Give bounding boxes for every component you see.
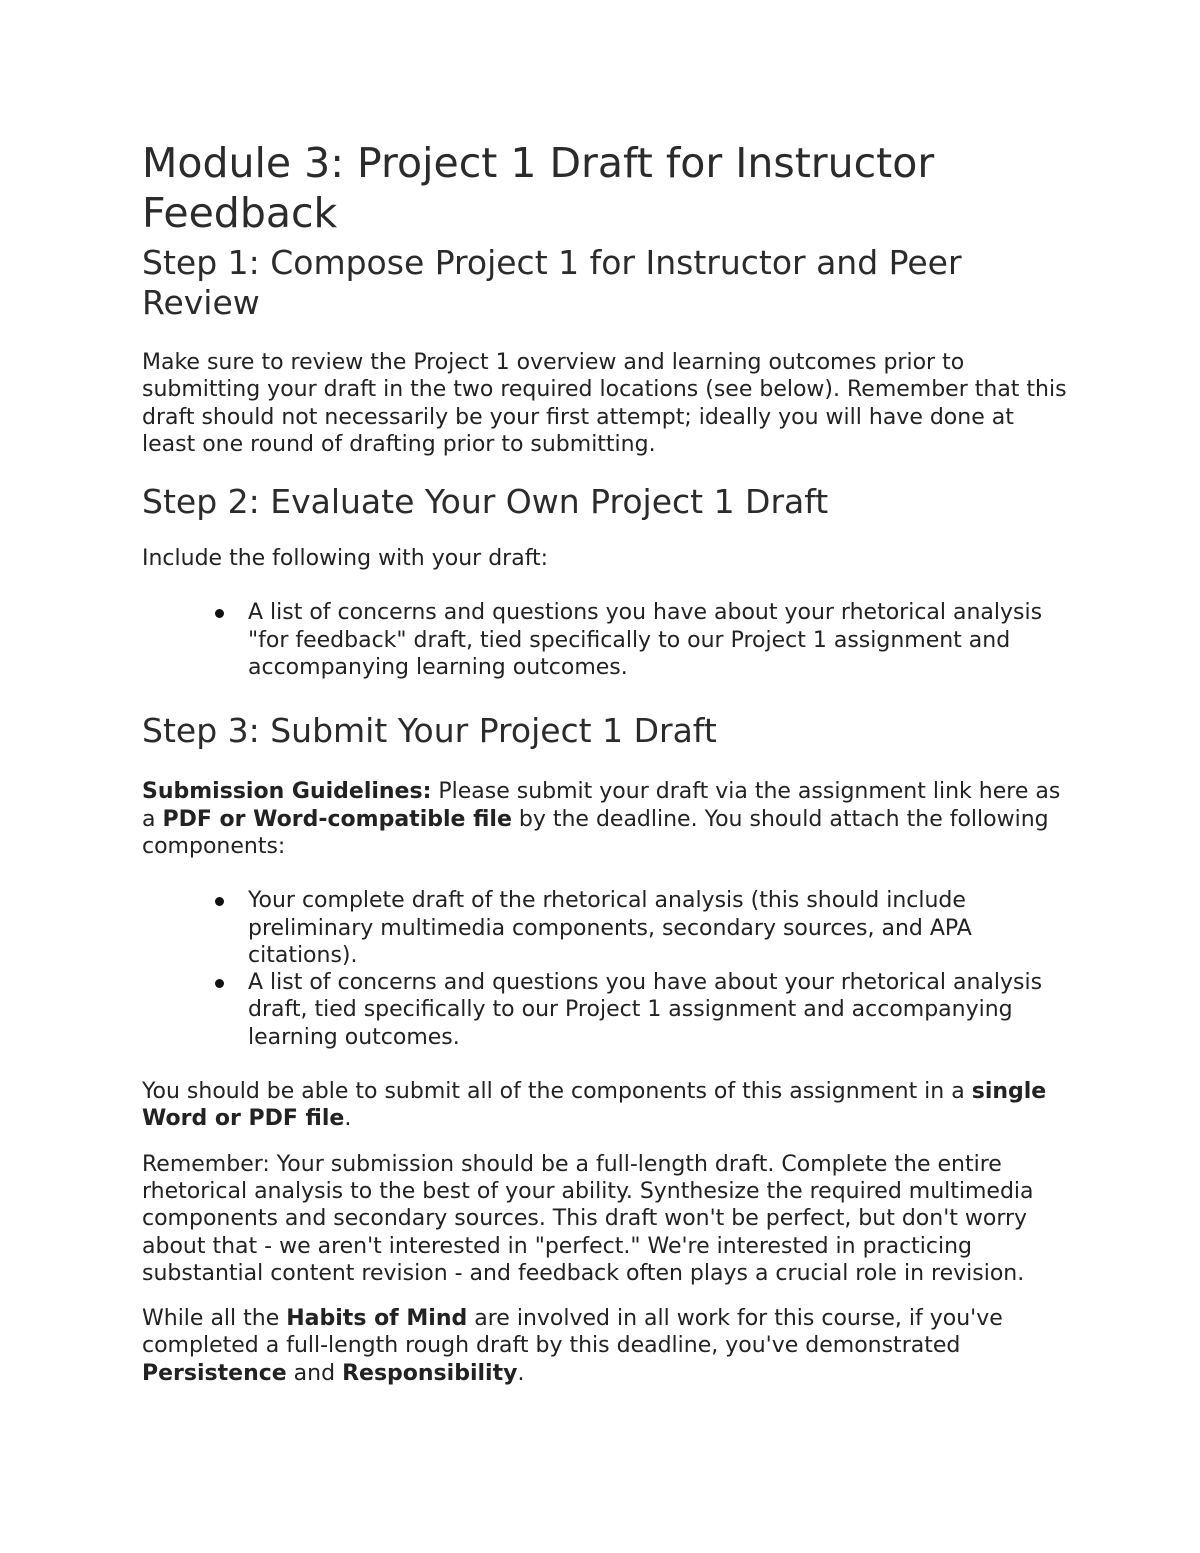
step2-intro: Include the following with your draft:	[142, 546, 549, 572]
guidelines-text: Please submit your draft via the assignment link here as a	[142, 779, 1061, 832]
file-format-emphasis: PDF or Word-compatible file	[162, 806, 512, 832]
single-file-end: .	[344, 1106, 352, 1132]
guidelines-label: Submission Guidelines:	[142, 779, 432, 805]
document-page	[142, 138, 1072, 1387]
remember-paragraph: Remember: Your submission should be a full-length draft. Complete the entire rhetorical analysis to the best of your ability. Synthesize the required multimedia components and secondary sources. This draft won't be perfect, but don't worry about that - we aren't interested in "perfect." We're interested in practicing substantial content revision - and feedback often plays a crucial role in revision.	[142, 1151, 1034, 1286]
persistence-emphasis: Persistence	[142, 1360, 287, 1386]
step2-list	[142, 599, 1072, 681]
submission-guidelines	[142, 778, 1072, 860]
guidelines-text-end: by the deadline. You should attach the following components:	[142, 806, 1049, 859]
step3-list	[142, 887, 1072, 1051]
list-item: A list of concerns and questions you have about your rhetorical analysis "for feedback" draft, tied specifically to our Project 1 assignment and accompanying learning outcomes.	[248, 599, 1072, 681]
responsibility-emphasis: Responsibility	[342, 1360, 518, 1386]
step2-heading: Step 2: Evaluate Your Own Project 1 Draft	[142, 482, 829, 522]
habits-text: While all the	[142, 1306, 287, 1332]
page-title: Module 3: Project 1 Draft for Instructor Feedback	[142, 139, 935, 237]
habits-paragraph	[142, 1305, 1072, 1387]
habits-text-and: and	[286, 1360, 343, 1386]
list-item: Your complete draft of the rhetorical analysis (this should include preliminary multimedia components, secondary sources, and APA citations).	[248, 887, 1072, 969]
single-file-note	[142, 1078, 1072, 1133]
single-file-emphasis: single Word or PDF file	[142, 1079, 1047, 1132]
step1-body: Make sure to review the Project 1 overview and learning outcomes prior to submitting your draft in the two required locations (see below). Remember that this draft should not necessarily be your first attempt; ideally you will have done at least one round of drafting prior to submitting.	[142, 350, 1067, 457]
habits-text-middle: are involved in all work for this course, if you've completed a full-length rough draft by this deadline, you've demonstrated	[142, 1306, 1003, 1359]
habits-of-mind-emphasis: Habits of Mind	[286, 1306, 468, 1332]
list-item: A list of concerns and questions you have about your rhetorical analysis draft, tied specifically to our Project 1 assignment and accompanying learning outcomes.	[248, 969, 1072, 1051]
habits-text-end: .	[517, 1360, 525, 1386]
step1-heading: Step 1: Compose Project 1 for Instructor and Peer Review	[142, 243, 962, 322]
step3-heading: Step 3: Submit Your Project 1 Draft	[142, 711, 717, 751]
single-file-text: You should be able to submit all of the components of this assignment in a	[142, 1079, 972, 1105]
